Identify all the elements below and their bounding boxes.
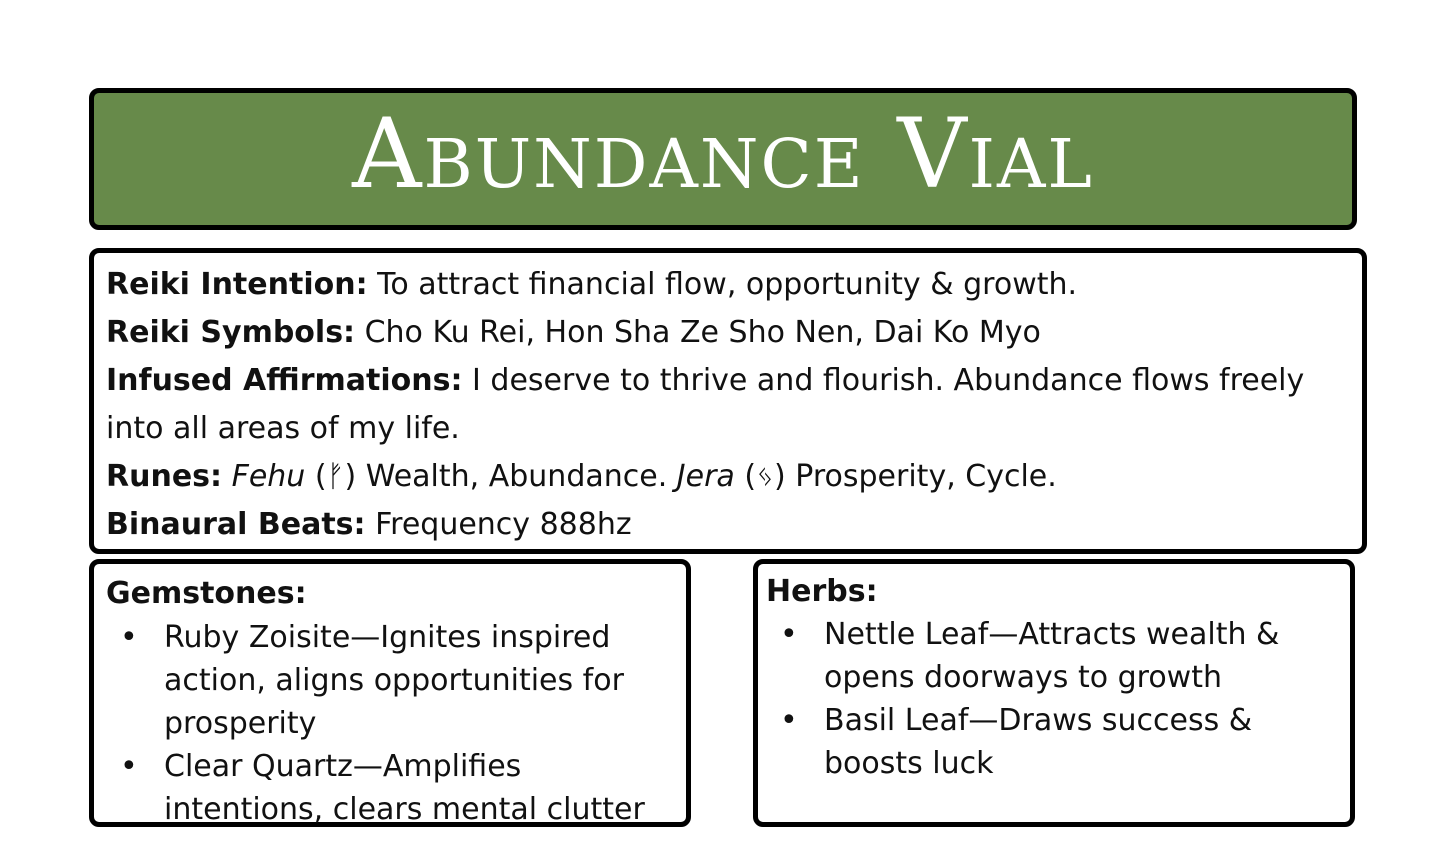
bullet-icon: • [120, 749, 138, 784]
affirmations-label: Infused Affirmations: [106, 363, 463, 398]
binaural-beats-text: Frequency 888hz [365, 507, 632, 542]
bullet-icon: • [120, 620, 138, 655]
affirmations-row [106, 357, 1326, 453]
binaural-beats-label: Binaural Beats: [106, 507, 366, 542]
page-title: Abundance Vial [352, 98, 1094, 210]
reiki-symbols-row [106, 309, 1354, 357]
gemstone-item-ruby-zoisite [114, 616, 674, 745]
rune-fehu-name: Fehu [231, 459, 306, 494]
reiki-intention-label: Reiki Intention: [106, 267, 368, 302]
reiki-symbols-label: Reiki Symbols: [106, 315, 356, 350]
herbs-heading: Herbs: [766, 574, 878, 609]
rune-fehu-text: (ᚠ) Wealth, Abundance. [305, 459, 677, 494]
reiki-symbols-text: Cho Ku Rei, Hon Sha Ze Sho Nen, Dai Ko Myo [355, 315, 1041, 350]
gemstones-panel [89, 559, 691, 827]
herb-item-text: Basil Leaf—Draws success & boosts luck [824, 703, 1253, 781]
title-banner [89, 88, 1357, 230]
binaural-beats-row [106, 501, 1354, 549]
herb-item-basil-leaf [774, 699, 1334, 785]
runes-label: Runes: [106, 459, 223, 494]
reiki-intention-row [106, 261, 1354, 309]
reiki-intention-text: To attract financial flow, opportunity & growth. [367, 267, 1078, 302]
gemstone-item-text: Clear Quartz—Amplifies intentions, clears mental clutter [164, 749, 645, 827]
gemstones-heading: Gemstones: [106, 576, 307, 611]
herb-item-text: Nettle Leaf—Attracts wealth & opens doorways to growth [824, 617, 1280, 695]
gemstone-item-text: Ruby Zoisite—Ignites inspired action, aligns opportunities for prosperity [164, 620, 624, 741]
gemstone-item-clear-quartz [114, 745, 674, 831]
bullet-icon: • [780, 703, 798, 738]
affirmations-text: I deserve to thrive and flourish. Abundance flows freely into all areas of my life. [106, 363, 1305, 446]
rune-jera-text: (ᛃ) Prosperity, Cycle. [734, 459, 1057, 494]
herbs-panel [753, 559, 1355, 827]
bullet-icon: • [780, 617, 798, 652]
herbs-list [774, 613, 1334, 785]
gemstones-list [114, 616, 674, 831]
rune-jera-name: Jera [676, 459, 735, 494]
info-panel [89, 248, 1367, 554]
runes-row [106, 453, 1354, 501]
herb-item-nettle-leaf [774, 613, 1334, 699]
